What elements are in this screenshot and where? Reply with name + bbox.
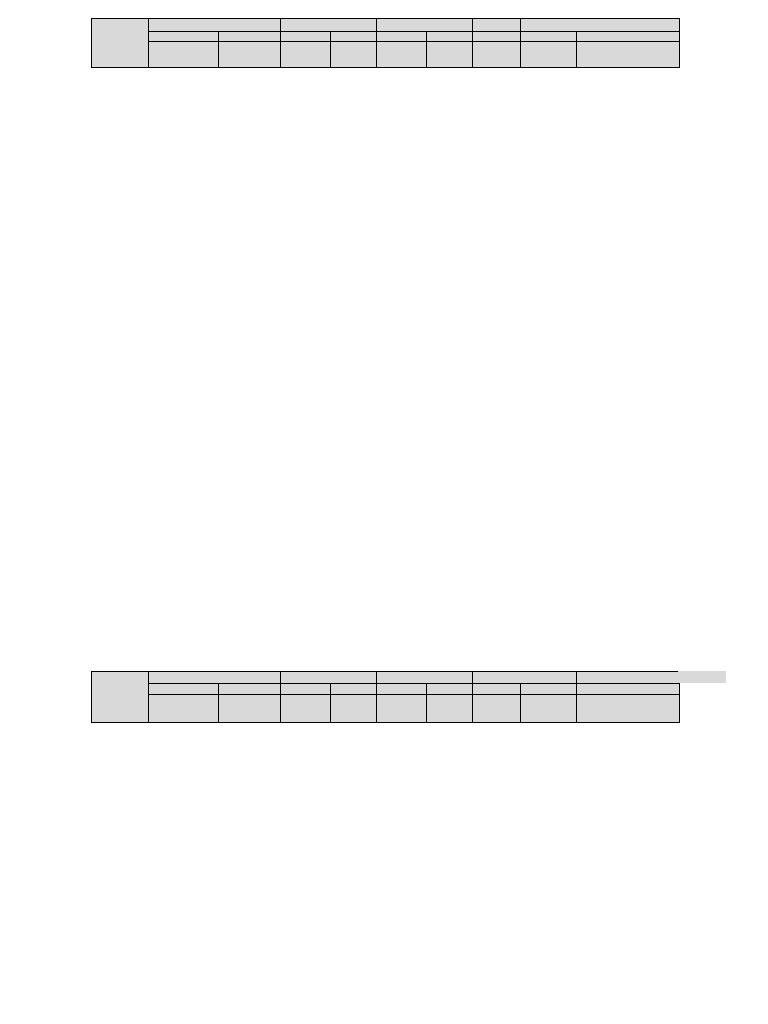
service-label [281,32,331,42]
service-label [577,32,680,42]
time-label [473,695,521,723]
time-label [473,42,521,68]
group-header [473,19,521,32]
time-label [377,695,427,723]
header-shade [678,671,726,683]
service-label [219,684,281,695]
bottom-schedule-table [91,671,680,723]
time-label [149,695,219,723]
time-label [281,42,331,68]
service-label [427,684,473,695]
time-label [219,42,281,68]
time-label [377,42,427,68]
service-label [331,684,377,695]
group-header [377,19,473,32]
group-header [281,19,377,32]
service-label [473,684,521,695]
service-label [577,684,680,695]
time-label [331,42,377,68]
time-label [521,42,577,68]
group-header [377,672,473,684]
service-label [331,32,377,42]
service-row [92,684,680,695]
time-row [92,42,680,68]
time-label [331,695,377,723]
time-label [521,695,577,723]
service-label [521,32,577,42]
service-label [473,32,521,42]
group-header [281,672,377,684]
group-header [149,672,281,684]
time-label [577,695,680,723]
time-label [281,695,331,723]
time-label [149,42,219,68]
service-label [219,32,281,42]
service-label [427,32,473,42]
service-label [521,684,577,695]
month-label [92,672,149,723]
group-header [577,672,680,684]
time-label [577,42,680,68]
service-label [377,32,427,42]
service-label [149,32,219,42]
top-schedule-table [91,18,680,68]
group-header [473,672,577,684]
service-label [281,684,331,695]
group-header [149,19,281,32]
service-row [92,32,680,42]
service-label [377,684,427,695]
service-label [149,684,219,695]
month-label [92,19,149,68]
time-row [92,695,680,723]
time-label [219,695,281,723]
group-header [521,19,680,32]
time-label [427,42,473,68]
time-label [427,695,473,723]
